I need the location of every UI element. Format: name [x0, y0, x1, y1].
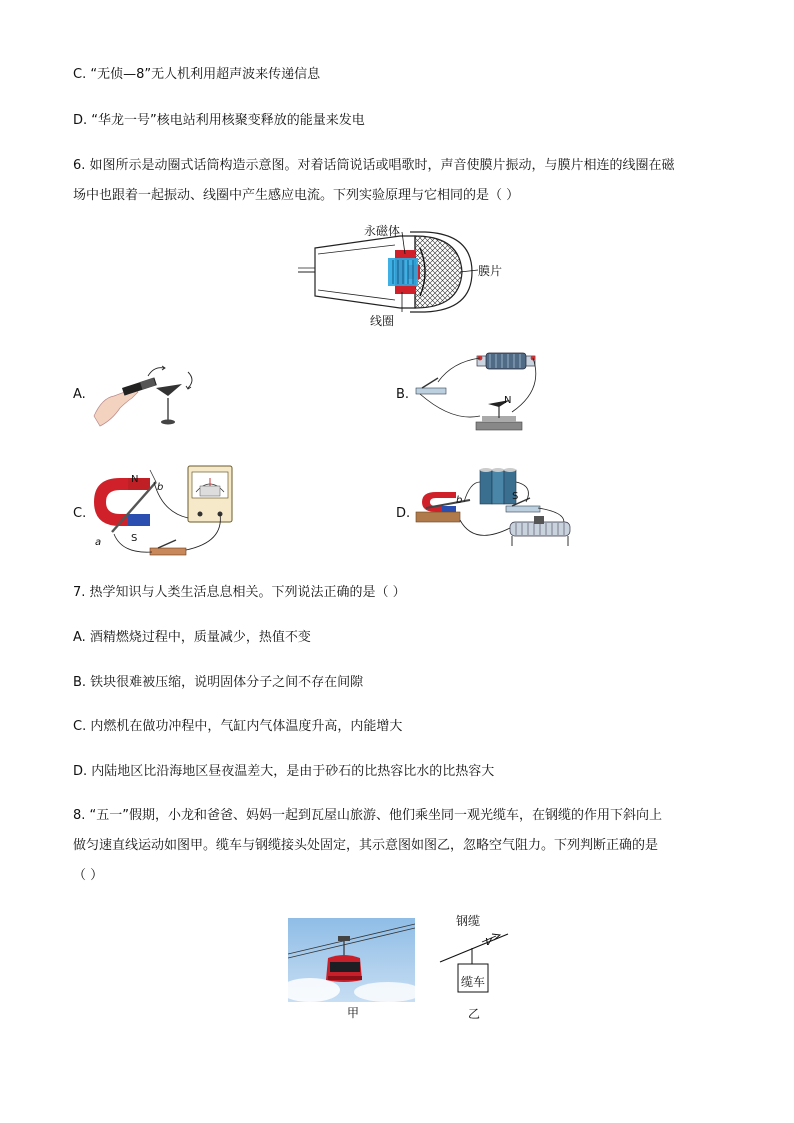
label-velocity-v: v [485, 934, 493, 948]
q8-stem-line3: （ ） [73, 868, 104, 883]
q7-option-d[interactable]: D. 内陆地区比沿海地区昼夜温差大，是由于砂石的比热容比水的比热容大 [73, 764, 495, 779]
option-c-b-letter: b [157, 482, 164, 493]
option-d-figure [414, 462, 574, 552]
q8-stem-line1: 8. “五一”假期，小龙和爸爸、妈妈一起到瓦屋山旅游、他们乘坐同一观光缆车，在钢缆的作用下斜向上 [73, 808, 663, 823]
q5-option-d: D. “华龙一号”核电站利用核聚变释放的能量来发电 [73, 113, 365, 128]
option-b-n-letter: N [504, 395, 512, 406]
q6-option-b-label[interactable]: B. [396, 387, 410, 402]
label-diaphragm: 膜片 [478, 264, 503, 278]
q6-option-c-label[interactable]: C. [73, 506, 87, 521]
q8-stem-line2: 做匀速直线运动如图甲。缆车与钢缆接头处固定，其示意图如图乙，忽略空气阻力。下列判断正确的是 [73, 838, 659, 853]
option-c-a-letter: a [95, 537, 102, 548]
q6-stem-line1: 6. 如图所示是动圈式话筒构造示意图。对着话筒说话或唱歌时，声音使膜片振动，与膜片相连的线圈在磁 [73, 158, 675, 173]
q6-option-a-label[interactable]: A. [73, 387, 86, 402]
option-d-b-letter: b [456, 495, 463, 506]
option-c-figure [92, 462, 242, 562]
option-a-figure [92, 358, 207, 430]
q5-option-c: C. “无侦—8”无人机利用超声波来传递信息 [73, 67, 321, 82]
option-b-figure [412, 350, 547, 438]
q7-stem: 7. 热学知识与人类生活息息相关。下列说法正确的是（ ） [73, 585, 406, 600]
q6-stem-line2: 场中也跟着一起振动、线圈中产生感应电流。下列实验原理与它相同的是（ ） [73, 188, 520, 203]
label-coil: 线圈 [370, 314, 395, 328]
q7-option-a[interactable]: A. 酒精燃烧过程中，质量减少，热值不变 [73, 630, 311, 645]
cable-car-schematic [438, 930, 518, 1002]
label-cable-car: 缆车 [461, 975, 486, 989]
option-c-n-letter: N [131, 474, 139, 485]
figure-jia-label: 甲 [347, 1006, 360, 1020]
q6-option-d-label[interactable]: D. [396, 506, 411, 521]
option-d-s-letter: S [512, 491, 519, 502]
q7-option-b[interactable]: B. 铁块很难被压缩，说明固体分子之间不存在间隙 [73, 675, 364, 690]
label-steel-cable: 钢缆 [456, 914, 481, 928]
option-c-s-letter: S [131, 533, 138, 544]
label-permanent-magnet: 永磁体 [364, 224, 401, 238]
q7-option-c[interactable]: C. 内燃机在做功冲程中，气缸内气体温度升高，内能增大 [73, 719, 403, 734]
cable-car-photo [288, 918, 415, 1002]
figure-yi-label: 乙 [468, 1007, 481, 1021]
